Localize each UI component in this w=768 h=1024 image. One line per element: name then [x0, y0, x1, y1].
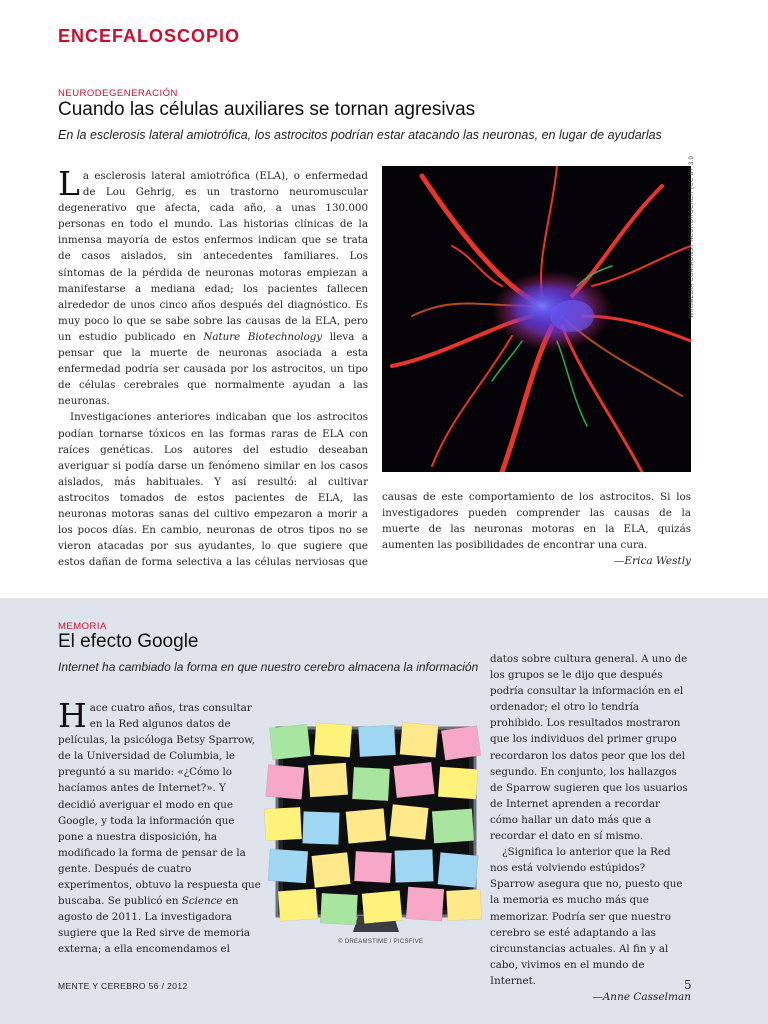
article1-headline: Cuando las células auxiliares se tornan agresivas	[58, 99, 476, 120]
journal-name: Nature Biotechnology	[203, 330, 323, 343]
paragraph: lleva a pensar que la muerte de neuronas asociada a esta enfermedad podría ser causada por los astrocitos, un tipo de células cerebrales que normalmente ayudan a las neuronas.	[58, 330, 368, 408]
paragraph: causas de este comportamiento de los astrocitos. Si los investigadores pueden comprender las causas de la muerte de las neuronas motoras en la ELA, quizás aumenten las posibilidades de encontrar una cura.	[382, 491, 691, 552]
paragraph: ace cuatro años, tras consultar en la Red algunos datos de películas, la psicóloga Betsy Sparrow, de la Universidad de Columbia, le preguntó a su marido: «¿Cómo lo hacíamos antes de Internet?». Y decidió averiguar el modo en que Google, y toda la información que pone a nuestra disposición, ha modificado la forma de pensar de la gente. Después de cuatro experimentos, obtuvo la respuesta que buscaba. Se publicó en	[58, 702, 261, 908]
image-credit: WIKIMEDIA COMMONS / NEUROROCKER (CC BY 3.0	[689, 155, 695, 318]
drop-cap: H	[58, 700, 87, 735]
paragraph: Investigaciones anteriores indicaban que los astrocitos podían tornarse tóxicos en las formas raras de ELA con raíces genéticas. Los autores del estudio deseaban averiguar si podía darse un fenómeno similar en los casos aislados, más habituales. Y así resultó: al cultivar astrocitos tomados de estos pacientes de ELA, las neuronas motoras sanas del cultivo empezaron a morir a los pocos días. En cambio, neuronas de otros tipos no se vieron atacadas por sus ayudantes, lo que sugiere que estos dañan de forma selectiva a las células nerviosas que	[58, 411, 368, 569]
paragraph: datos sobre cultura general. A uno de los grupos se le dijo que después podría consultar la información en el ordenador; el otro lo tendría prohibido. Los resultados mostraron que los individuos del primer grupo recordaron los datos peor que los del segundo. En conjunto, los hallazgos de Sparrow sugieren que los usuarios de Internet aprenden a recordar cómo hallar un dato más que a recordar el dato en sí mismo.	[490, 653, 688, 843]
footer-magazine: MENTE Y CEREBRO 56 / 2012	[58, 981, 188, 991]
journal-name: Science	[181, 895, 223, 908]
astrocyte-fluorescence-image	[382, 166, 691, 472]
article2-dek: Internet ha cambiado la forma en que nuestro cerebro almacena la información	[58, 660, 479, 674]
drop-cap: L	[58, 168, 80, 203]
paragraph: ¿Significa lo anterior que la Red nos está volviendo estúpidos? Sparrow asegura que no, puesto que la memoria es mucho más que memorizar. Podría ser que nuestro cerebro se esté adaptando a las circunstancias actuales. Al fin y al cabo, vivimos en el mundo de Internet.	[490, 846, 683, 987]
article2-kicker: MEMORIA	[58, 621, 107, 632]
article1-kicker: NEURODEGENERACIÓN	[58, 88, 178, 99]
article2-column-2	[490, 651, 691, 1005]
sticky-notes-image	[263, 718, 489, 936]
sticky-notes-on-monitor-image	[263, 718, 489, 936]
page-number: 5	[684, 978, 692, 992]
article1-column-1	[58, 168, 368, 573]
article2-signature: —Anne Casselman	[592, 990, 691, 1003]
neuron-image	[382, 166, 691, 472]
article1-signature: —Erica Westly	[613, 555, 691, 568]
article2-column-1	[58, 700, 262, 960]
section-title: ENCEFALOSCOPIO	[58, 26, 241, 46]
article1-column-2	[382, 489, 691, 569]
paragraph: en agosto de 2011. La investigadora sugiere que la Red sirve de memoria externa; a ella encomendamos el	[58, 895, 251, 956]
article1-dek: En la esclerosis lateral amiotrófica, los astrocitos podrían estar atacando las neuronas, en lugar de ayudarlas	[58, 128, 662, 142]
article2-headline: El efecto Google	[58, 631, 199, 652]
image-credit: © DREAMSTIME / PICSFIVE	[338, 939, 424, 945]
paragraph: a esclerosis lateral amiotrófica (ELA), o enfermedad de Lou Gehrig, es un trastorno neuromuscular degenerativo que afecta, cada año, a unas 130.000 personas en todo el mundo. Las historias clínicas de la inmensa mayoría de estos enfermos indican que se trata de casos aislados, sin antecedentes familiares. Los síntomas de la pérdida de neuronas motoras empiezan a manifestarse a mediana edad; los pacientes fallecen alrededor de unos cinco años después del diagnóstico. Es muy poco lo que se sabe sobre las causas de la ELA, pero un estudio publicado en	[58, 170, 368, 343]
